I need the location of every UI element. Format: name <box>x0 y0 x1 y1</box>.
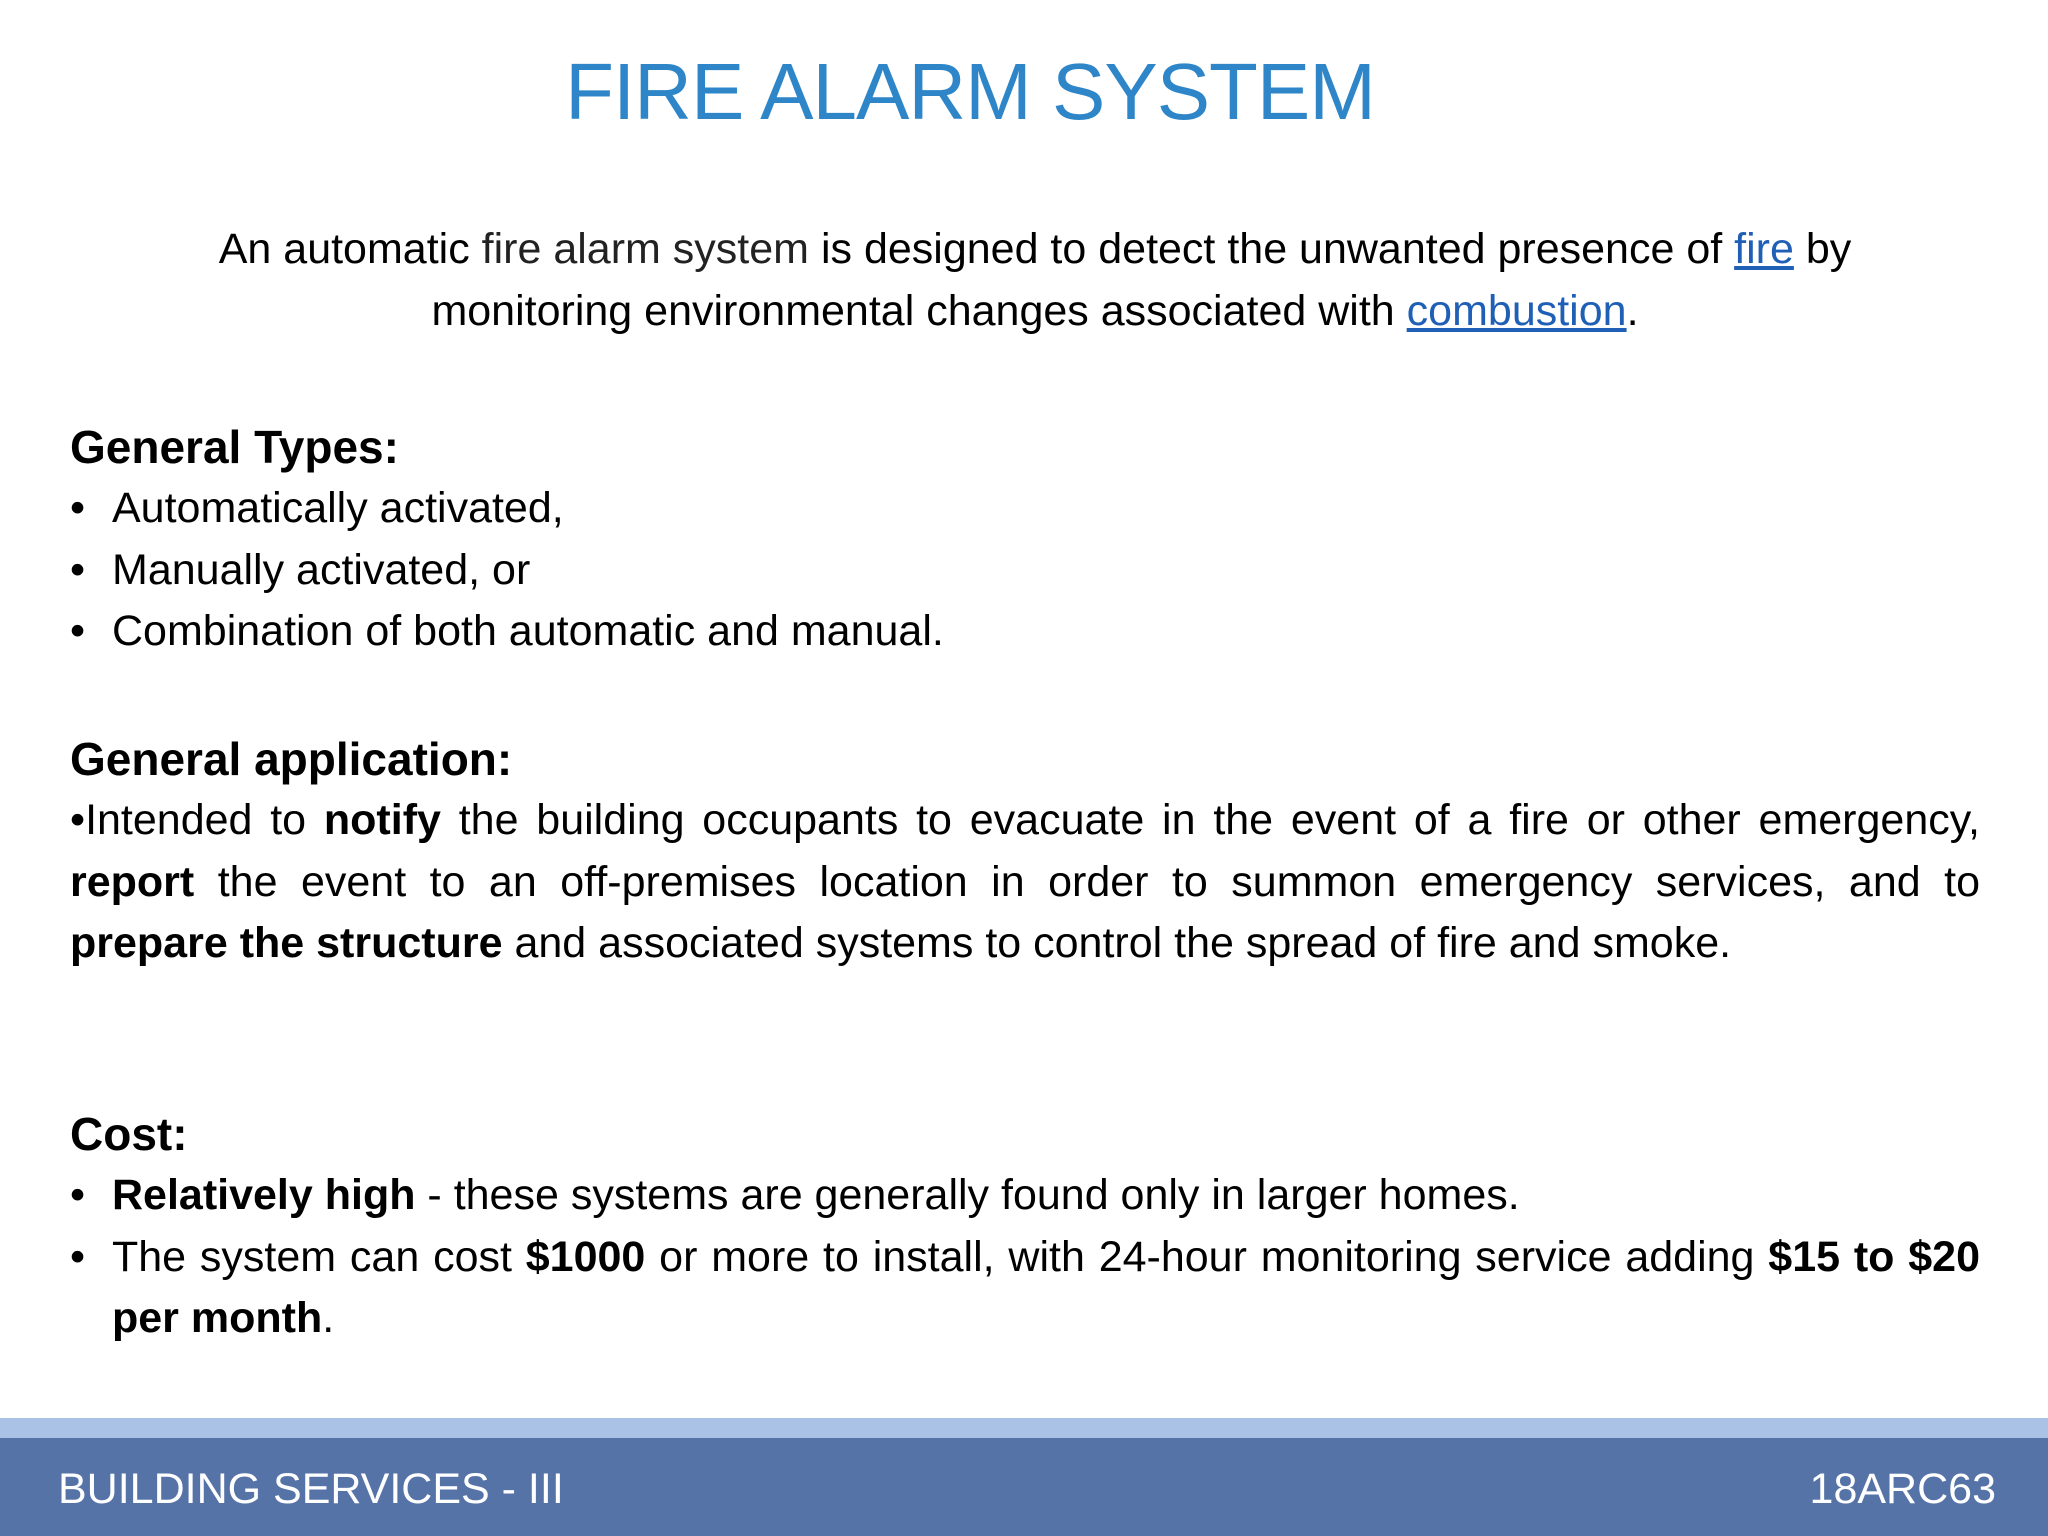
intro-text-5: . <box>1626 287 1639 335</box>
app-text-1: Intended to <box>85 796 324 844</box>
app-text-3: the event to an off-premises location in order to summon emergency services, and to <box>194 857 1980 906</box>
cost-text-3: or more to install, with 24-hour monitoring service adding <box>645 1232 1769 1281</box>
general-types-section <box>70 416 1980 663</box>
cost-section <box>70 1103 1980 1350</box>
combustion-link[interactable]: combustion <box>1406 287 1627 335</box>
bullet-icon: • <box>70 796 86 844</box>
app-bold-notify: notify <box>323 796 441 844</box>
cost-bold-monthly: $15 to $20 per month <box>112 1232 1980 1342</box>
list-item-text: Manually activated, or <box>112 545 531 594</box>
general-application-heading: General application: <box>70 733 513 785</box>
list-item <box>70 478 1980 540</box>
bullet-icon: • <box>70 1232 86 1281</box>
list-item <box>70 1227 1980 1350</box>
app-text-4: and associated systems to control the spread of fire and smoke. <box>502 919 1732 967</box>
cost-bold-relatively-high: Relatively high <box>112 1171 416 1219</box>
cost-text-1: - these systems are generally found only in larger homes. <box>415 1171 1520 1219</box>
footer-bar <box>0 1438 2048 1536</box>
general-types-heading: General Types: <box>70 421 399 473</box>
general-application-section <box>70 728 1980 975</box>
list-item-text: Automatically activated, <box>112 484 564 532</box>
app-bold-prepare: prepare the structure <box>70 919 503 967</box>
bullet-icon: • <box>70 1171 86 1219</box>
intro-text-3: is designed to detect the unwanted presence of <box>809 225 1735 273</box>
general-types-list <box>70 478 1980 663</box>
slide-title: FIRE ALARM SYSTEM <box>565 47 1375 136</box>
list-item <box>70 540 1980 602</box>
footer-course-code: 18ARC63 <box>1809 1465 1996 1513</box>
cost-heading: Cost: <box>70 1108 188 1160</box>
footer-stripe <box>0 1418 2048 1438</box>
bullet-icon: • <box>70 607 86 655</box>
fire-link[interactable]: fire <box>1734 225 1794 273</box>
list-item-text: Combination of both automatic and manual. <box>112 607 944 655</box>
general-application-paragraph <box>70 790 1980 975</box>
cost-text-4: . <box>322 1294 335 1342</box>
app-text-2: the building occupants to evacuate in the event of a fire or other emergency, <box>440 796 1980 844</box>
footer-course-name: BUILDING SERVICES - III <box>58 1465 564 1513</box>
list-item <box>70 601 1980 663</box>
intro-text-4: by monitoring environmental changes associated with <box>431 225 1852 335</box>
intro-text-2: fire alarm system <box>481 225 809 273</box>
cost-bold-1000: $1000 <box>525 1232 646 1281</box>
intro-paragraph <box>140 218 1930 342</box>
list-item <box>70 1165 1980 1227</box>
cost-text-2: The system can cost <box>112 1232 526 1281</box>
bullet-icon: • <box>70 484 86 532</box>
app-bold-report: report <box>70 857 195 906</box>
bullet-icon: • <box>70 545 86 594</box>
cost-list <box>70 1165 1980 1350</box>
intro-text-1: An automatic <box>218 225 482 273</box>
